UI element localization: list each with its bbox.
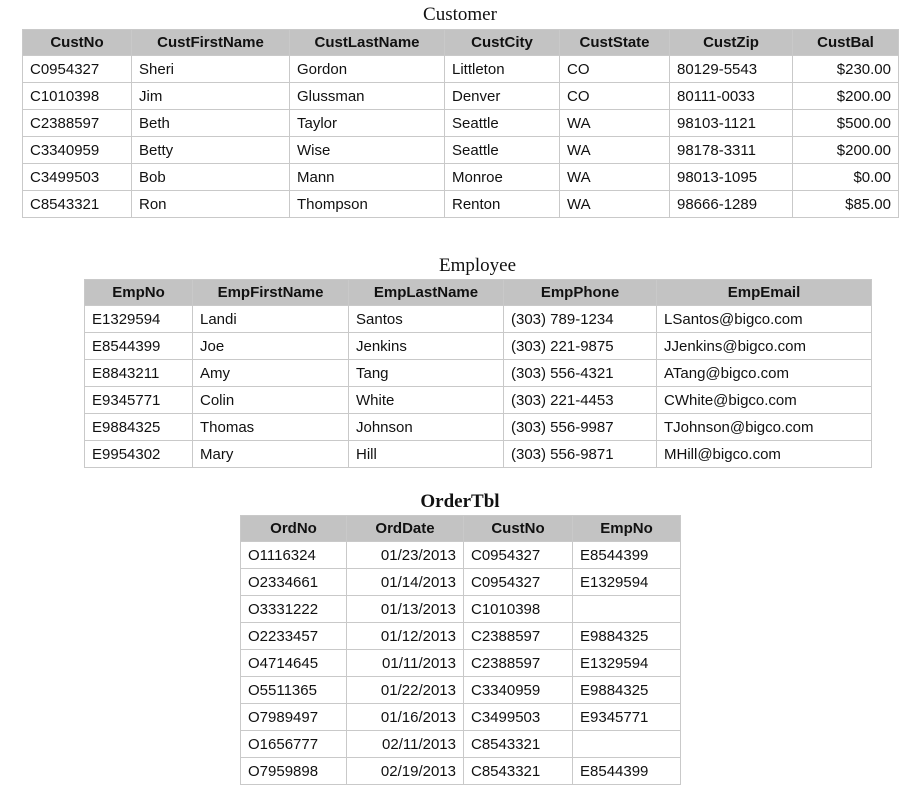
customer-table (22, 29, 899, 218)
table-cell: 01/22/2013 (347, 677, 464, 704)
table-cell: Gordon (290, 56, 445, 83)
table-cell: WA (560, 164, 670, 191)
table-cell: Seattle (445, 137, 560, 164)
table-row (23, 83, 899, 110)
table-cell: O2233457 (241, 623, 347, 650)
column-header: EmpNo (573, 516, 681, 542)
table-cell: $200.00 (793, 137, 899, 164)
ordertbl-table (240, 515, 681, 785)
column-header: EmpLastName (349, 280, 504, 306)
table-row (85, 306, 872, 333)
table-cell: Wise (290, 137, 445, 164)
column-header: CustState (560, 30, 670, 56)
table-cell: Sheri (132, 56, 290, 83)
table-cell: 01/14/2013 (347, 569, 464, 596)
column-header: EmpFirstName (193, 280, 349, 306)
column-header: EmpPhone (504, 280, 657, 306)
table-cell: E1329594 (85, 306, 193, 333)
table-cell: Littleton (445, 56, 560, 83)
customer-title: Customer (423, 4, 497, 25)
table-row (241, 758, 681, 785)
table-cell: 02/19/2013 (347, 758, 464, 785)
table-cell: C0954327 (23, 56, 132, 83)
table-cell: C1010398 (23, 83, 132, 110)
table-cell: Mary (193, 441, 349, 468)
column-header: CustCity (445, 30, 560, 56)
table-cell: (303) 221-9875 (504, 333, 657, 360)
table-row (23, 191, 899, 218)
table-cell: C0954327 (464, 542, 573, 569)
table-cell: C3340959 (464, 677, 573, 704)
column-header: EmpEmail (657, 280, 872, 306)
table-cell: C3499503 (464, 704, 573, 731)
table-cell: $500.00 (793, 110, 899, 137)
table-row (241, 677, 681, 704)
table-cell: C8543321 (464, 731, 573, 758)
table-cell: O2334661 (241, 569, 347, 596)
table-cell: O7989497 (241, 704, 347, 731)
table-row (23, 164, 899, 191)
table-row (241, 542, 681, 569)
table-cell: E8843211 (85, 360, 193, 387)
table-cell: $230.00 (793, 56, 899, 83)
table-row (241, 650, 681, 677)
table-cell: WA (560, 191, 670, 218)
employee-table (84, 279, 872, 468)
table-cell: C3499503 (23, 164, 132, 191)
table-cell: O7959898 (241, 758, 347, 785)
table-cell: Mann (290, 164, 445, 191)
table-cell: E8544399 (573, 758, 681, 785)
table-cell: 01/23/2013 (347, 542, 464, 569)
table-row (241, 731, 681, 758)
table-cell: CWhite@bigco.com (657, 387, 872, 414)
table-cell: E9954302 (85, 441, 193, 468)
table-cell: 98013-1095 (670, 164, 793, 191)
table-cell: Jenkins (349, 333, 504, 360)
table-cell: CO (560, 56, 670, 83)
table-cell: (303) 789-1234 (504, 306, 657, 333)
table-cell: 01/13/2013 (347, 596, 464, 623)
table-cell: 98178-3311 (670, 137, 793, 164)
table-cell: 98666-1289 (670, 191, 793, 218)
table-cell: TJohnson@bigco.com (657, 414, 872, 441)
table-cell: 02/11/2013 (347, 731, 464, 758)
table-cell: C8543321 (23, 191, 132, 218)
table-cell: C1010398 (464, 596, 573, 623)
table-cell: WA (560, 110, 670, 137)
column-header: OrdDate (347, 516, 464, 542)
table-cell: White (349, 387, 504, 414)
table-cell: C2388597 (464, 650, 573, 677)
table-cell: E9884325 (573, 623, 681, 650)
table-cell: O5511365 (241, 677, 347, 704)
table-cell: Hill (349, 441, 504, 468)
table-cell: E9884325 (85, 414, 193, 441)
table-cell: E9345771 (573, 704, 681, 731)
table-cell: C0954327 (464, 569, 573, 596)
column-header: CustBal (793, 30, 899, 56)
table-cell: (303) 556-4321 (504, 360, 657, 387)
table-cell: Landi (193, 306, 349, 333)
table-cell: $0.00 (793, 164, 899, 191)
table-cell: Glussman (290, 83, 445, 110)
table-row (241, 704, 681, 731)
table-cell: E9884325 (573, 677, 681, 704)
table-row (85, 414, 872, 441)
column-header: CustNo (464, 516, 573, 542)
table-cell: 01/12/2013 (347, 623, 464, 650)
table-cell: Amy (193, 360, 349, 387)
employee-title: Employee (438, 255, 517, 276)
table-cell: 01/16/2013 (347, 704, 464, 731)
table-cell: O4714645 (241, 650, 347, 677)
column-header: CustZip (670, 30, 793, 56)
table-cell (573, 731, 681, 758)
table-cell: $85.00 (793, 191, 899, 218)
table-cell: Beth (132, 110, 290, 137)
table-cell: Seattle (445, 110, 560, 137)
ordertbl-title: OrderTbl (420, 491, 500, 512)
table-cell: E9345771 (85, 387, 193, 414)
table-cell: ATang@bigco.com (657, 360, 872, 387)
table-row (85, 387, 872, 414)
table-cell: Renton (445, 191, 560, 218)
table-cell (573, 596, 681, 623)
table-cell: Thompson (290, 191, 445, 218)
table-cell: Monroe (445, 164, 560, 191)
column-header: CustLastName (290, 30, 445, 56)
table-cell: C2388597 (23, 110, 132, 137)
table-cell: C3340959 (23, 137, 132, 164)
table-cell: E8544399 (573, 542, 681, 569)
table-row (23, 110, 899, 137)
table-cell: Denver (445, 83, 560, 110)
table-cell: Colin (193, 387, 349, 414)
table-cell: Jim (132, 83, 290, 110)
table-cell: Johnson (349, 414, 504, 441)
table-cell: CO (560, 83, 670, 110)
table-row (85, 441, 872, 468)
table-cell: Joe (193, 333, 349, 360)
table-cell: (303) 221-4453 (504, 387, 657, 414)
table-cell: O1656777 (241, 731, 347, 758)
table-cell: O1116324 (241, 542, 347, 569)
table-cell: WA (560, 137, 670, 164)
table-cell: 80111-0033 (670, 83, 793, 110)
table-cell: Tang (349, 360, 504, 387)
table-cell: C8543321 (464, 758, 573, 785)
table-cell: $200.00 (793, 83, 899, 110)
column-header: EmpNo (85, 280, 193, 306)
table-row (241, 569, 681, 596)
table-cell: JJenkins@bigco.com (657, 333, 872, 360)
table-row (241, 596, 681, 623)
column-header: CustNo (23, 30, 132, 56)
table-cell: LSantos@bigco.com (657, 306, 872, 333)
column-header: OrdNo (241, 516, 347, 542)
table-cell: E8544399 (85, 333, 193, 360)
table-cell: 01/11/2013 (347, 650, 464, 677)
table-cell: C2388597 (464, 623, 573, 650)
table-row (23, 137, 899, 164)
table-cell: Betty (132, 137, 290, 164)
column-header: CustFirstName (132, 30, 290, 56)
table-cell: O3331222 (241, 596, 347, 623)
table-cell: Thomas (193, 414, 349, 441)
table-row (85, 333, 872, 360)
table-cell: Ron (132, 191, 290, 218)
table-cell: Bob (132, 164, 290, 191)
table-cell: Taylor (290, 110, 445, 137)
table-cell: (303) 556-9871 (504, 441, 657, 468)
table-cell: (303) 556-9987 (504, 414, 657, 441)
table-row (23, 56, 899, 83)
table-cell: 98103-1121 (670, 110, 793, 137)
table-cell: 80129-5543 (670, 56, 793, 83)
table-cell: E1329594 (573, 569, 681, 596)
table-row (85, 360, 872, 387)
table-cell: E1329594 (573, 650, 681, 677)
table-cell: Santos (349, 306, 504, 333)
table-row (241, 623, 681, 650)
table-cell: MHill@bigco.com (657, 441, 872, 468)
